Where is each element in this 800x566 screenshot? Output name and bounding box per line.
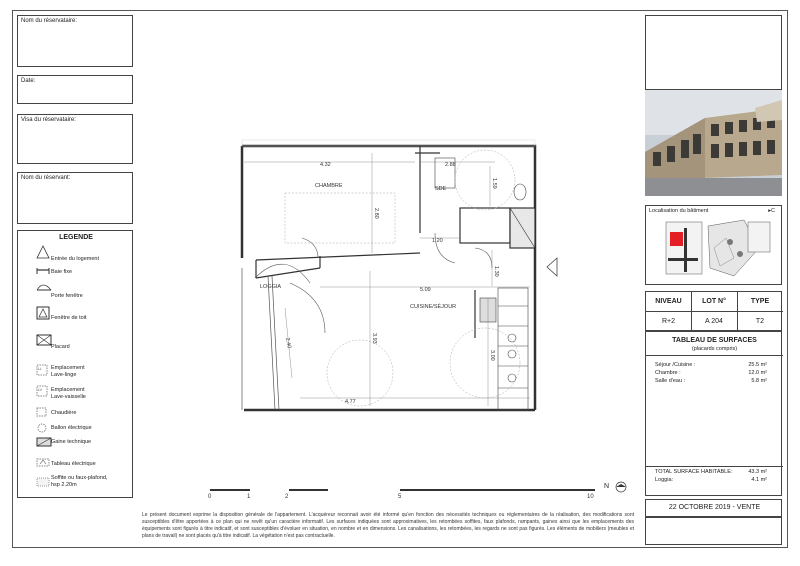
- scale-bar: [205, 484, 600, 502]
- dim-7: 5.09: [420, 287, 431, 293]
- duct-icon: [36, 437, 52, 447]
- dim-4: 1.59: [491, 178, 497, 189]
- legend-item-water-heater: Ballon électrique: [51, 425, 92, 431]
- surface-label-sde: Salle d'eau :: [655, 378, 686, 384]
- closet-icon: [36, 334, 52, 346]
- surface-value-chambre: 12.0 m²: [748, 370, 767, 376]
- surface-value-sejour: 25.5 m²: [748, 362, 767, 368]
- value-niveau: R+2: [661, 318, 676, 325]
- legend-panel: [17, 230, 133, 498]
- room-loggia: LOGGIA: [260, 284, 282, 290]
- scale-tick-10: 10: [587, 494, 594, 500]
- north-label: N: [604, 483, 610, 490]
- footer-blank-box: [645, 517, 782, 545]
- visa-label: Visa du réservataire:: [21, 117, 76, 123]
- lot-table: [645, 291, 782, 331]
- legend-item-dishwasher: [51, 387, 86, 401]
- dim-1: 4.32: [320, 162, 331, 168]
- legend-item-skylight: Fenêtre de toit: [51, 315, 87, 321]
- header-type: TYPE: [750, 298, 770, 305]
- svg-text:LL: LL: [38, 367, 42, 371]
- reservant-name-box[interactable]: [17, 172, 133, 224]
- total-label: TOTAL SURFACE HABITABLE:: [655, 469, 733, 475]
- legend-item-entry: Entrée du logement: [51, 256, 100, 262]
- lot-highlight: [670, 232, 683, 246]
- scale-tick-5: 5: [398, 494, 402, 500]
- dishwasher-icon: [36, 385, 48, 397]
- dim-3: 2.80: [373, 208, 379, 219]
- dim-5: 1.20: [432, 238, 443, 244]
- total-value: 43.3 m²: [748, 469, 767, 475]
- dim-10: 2.40: [284, 337, 292, 349]
- water-heater-icon: [36, 423, 48, 433]
- soffit-icon: [36, 477, 50, 487]
- reservant-name-label: Nom du réservant:: [21, 175, 71, 181]
- floor-plan: [230, 138, 570, 428]
- dim-11: 4.77: [345, 399, 356, 405]
- visa-box[interactable]: [17, 114, 133, 164]
- reservataire-name-box[interactable]: [17, 15, 133, 67]
- building-render: [645, 90, 782, 196]
- footer-date: 22 OCTOBRE 2019 - VENTE: [668, 504, 761, 511]
- location-badge: ▸C: [768, 208, 775, 214]
- loggia-label: Loggia:: [655, 477, 674, 483]
- legend-item-fixed-window: Baie fixe: [51, 269, 73, 275]
- dim-8: 3.93: [371, 333, 377, 344]
- skylight-icon: [36, 306, 50, 320]
- header-niveau: NIVEAU: [655, 298, 682, 305]
- legend-item-closet: Placard: [51, 344, 70, 350]
- surfaces-title: TABLEAU DE SURFACES: [672, 337, 757, 344]
- legend-title: LEGENDE: [59, 234, 93, 241]
- boiler-icon: [36, 407, 48, 417]
- room-chambre: CHAMBRE: [315, 183, 343, 189]
- location-label: Localisation du bâtiment: [649, 208, 709, 214]
- location-map: [664, 218, 776, 282]
- scale-tick-2: 2: [285, 494, 289, 500]
- room-sde: SDE: [435, 186, 447, 192]
- legend-item-electric-panel: Tableau électrique: [51, 461, 96, 467]
- logo-box: [645, 15, 782, 90]
- date-box[interactable]: [17, 75, 133, 104]
- room-cuisine: CUISINE/SÉJOUR: [410, 304, 457, 310]
- dim-9: 3.00: [489, 350, 495, 361]
- dim-6: 1.30: [493, 266, 499, 277]
- washer-icon: [36, 364, 48, 376]
- surfaces-table: [645, 331, 782, 496]
- surface-value-sde: 5.8 m²: [751, 378, 767, 384]
- date-label: Date:: [21, 78, 36, 84]
- loggia-value: 4.1 m²: [751, 477, 767, 483]
- legend-item-washer: [51, 365, 85, 379]
- value-type: T2: [755, 318, 765, 325]
- surfaces-subtitle: (placards compris): [691, 346, 738, 352]
- reservataire-name-label: Nom du réservataire:: [21, 18, 78, 24]
- scale-tick-1: 1: [247, 494, 251, 500]
- electric-panel-icon: [36, 458, 50, 468]
- legend-item-washer-text: Emplacement Lave-linge: [51, 365, 85, 378]
- footer-date-box: [645, 499, 782, 517]
- legend-item-duct: Gaine technique: [51, 439, 92, 445]
- disclaimer-text: Le présent document exprime la disposition générale de l'appartement. L'acquéreur reconnait avoir été informé qu'en fonction des nécessités techniques ou réglementaires de la réalisation, des modifications sont susceptibles d'être apportées à ce plan qui ne revêt qu'un caractère informatif. Les surfaces indiquées sont approximatives, les retombées soffites, faux plafonds, rampants, gaines ainsi que les emplacements des équipements sont figurés à titre indicatif, et sont susceptibles d'évoluer en situation, en nombre et en dimensions. Les canalisations, les retombées, les regards ne sont pas figurés. Les éléments de mobiliers (meubles et plans de travail) ne sont placés qu'à titre indicatif. La végétation n'est pas contractuelle.: [142, 512, 634, 539]
- surface-label-chambre: Chambre :: [655, 370, 681, 376]
- french-door-icon: [36, 280, 52, 292]
- header-lot: LOT N°: [702, 298, 726, 305]
- scale-tick-0: 0: [208, 494, 212, 500]
- fixed-window-icon: [36, 267, 50, 275]
- legend-item-boiler: Chaudière: [51, 410, 77, 416]
- legend-item-soffit-text: Soffite ou faux-plafond, hsp 2.20m: [51, 475, 108, 488]
- surface-label-sejour: Séjour /Cuisine :: [655, 362, 696, 368]
- legend-item-soffit: [51, 475, 107, 489]
- svg-text:LV: LV: [38, 388, 43, 392]
- dim-2: 2.88: [445, 162, 456, 168]
- legend-item-dishwasher-text: Emplacement Lave-vaisselle: [51, 387, 86, 400]
- north-arrow-icon: [604, 481, 630, 493]
- legend-item-french-door: Porte fenêtre: [51, 293, 83, 299]
- entry-icon: [36, 245, 50, 259]
- entry-marker-icon: [545, 257, 559, 277]
- location-panel: [645, 205, 782, 285]
- value-lot: A 204: [705, 318, 723, 325]
